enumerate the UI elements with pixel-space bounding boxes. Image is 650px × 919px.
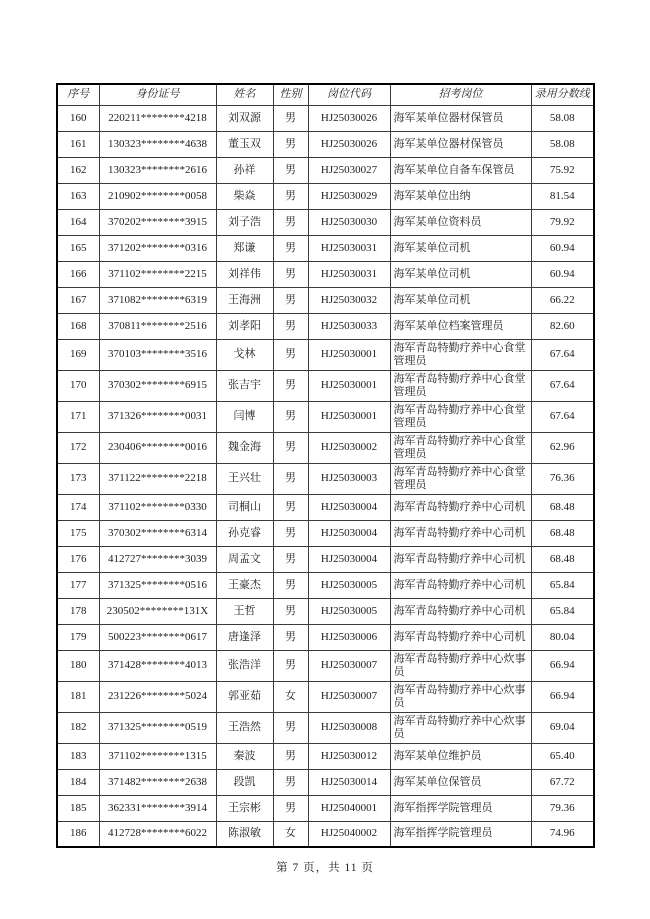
table-row	[57, 287, 594, 313]
cell-name: 王哲	[216, 598, 273, 624]
cell-id-number: 370202********3915	[99, 209, 216, 235]
cell-id-number: 371325********0519	[99, 712, 216, 743]
table-row	[57, 712, 594, 743]
cell-position: 海军某单位司机	[390, 287, 531, 313]
table-row	[57, 650, 594, 681]
cell-position: 海军青岛特勤疗养中心炊事员	[390, 650, 531, 681]
header-row	[57, 84, 594, 105]
header-cell-position: 招考岗位	[390, 84, 531, 105]
header-cell-score: 录用分数线	[531, 84, 594, 105]
table-row	[57, 463, 594, 494]
table-body	[57, 105, 594, 847]
cell-gender: 男	[273, 795, 308, 821]
cell-position-code: HJ25030031	[308, 235, 390, 261]
cell-id-number: 231226********5024	[99, 681, 216, 712]
cell-position: 海军某单位司机	[390, 235, 531, 261]
cell-gender: 男	[273, 105, 308, 131]
cell-id-number: 371102********2215	[99, 261, 216, 287]
cell-name: 秦波	[216, 743, 273, 769]
cell-name: 王海洲	[216, 287, 273, 313]
header-cell-code: 岗位代码	[308, 84, 390, 105]
cell-score: 58.08	[531, 131, 594, 157]
cell-gender: 男	[273, 235, 308, 261]
cell-position-code: HJ25030008	[308, 712, 390, 743]
cell-serial-number: 185	[57, 795, 99, 821]
cell-score: 79.36	[531, 795, 594, 821]
cell-id-number: 220211********4218	[99, 105, 216, 131]
table-row	[57, 183, 594, 209]
cell-gender: 男	[273, 287, 308, 313]
cell-serial-number: 175	[57, 520, 99, 546]
table-row	[57, 105, 594, 131]
cell-position-code: HJ25030007	[308, 681, 390, 712]
cell-position-code: HJ25030030	[308, 209, 390, 235]
cell-gender: 男	[273, 339, 308, 370]
table-row	[57, 432, 594, 463]
cell-score: 76.36	[531, 463, 594, 494]
cell-position-code: HJ25030005	[308, 598, 390, 624]
cell-score: 68.48	[531, 520, 594, 546]
cell-id-number: 371428********4013	[99, 650, 216, 681]
cell-serial-number: 186	[57, 821, 99, 847]
cell-score: 66.94	[531, 650, 594, 681]
cell-name: 刘双源	[216, 105, 273, 131]
cell-serial-number: 165	[57, 235, 99, 261]
cell-score: 75.92	[531, 157, 594, 183]
table-row	[57, 339, 594, 370]
cell-serial-number: 162	[57, 157, 99, 183]
cell-id-number: 412728********6022	[99, 821, 216, 847]
cell-serial-number: 169	[57, 339, 99, 370]
cell-id-number: 370302********6314	[99, 520, 216, 546]
cell-position-code: HJ25040002	[308, 821, 390, 847]
cell-position: 海军某单位保管员	[390, 769, 531, 795]
cell-gender: 男	[273, 650, 308, 681]
cell-name: 刘子浩	[216, 209, 273, 235]
table-row	[57, 131, 594, 157]
cell-position-code: HJ25030005	[308, 572, 390, 598]
cell-name: 王浩然	[216, 712, 273, 743]
cell-name: 张吉宇	[216, 370, 273, 401]
cell-name: 王宗彬	[216, 795, 273, 821]
cell-serial-number: 160	[57, 105, 99, 131]
cell-position: 海军某单位维护员	[390, 743, 531, 769]
cell-serial-number: 168	[57, 313, 99, 339]
cell-score: 80.04	[531, 624, 594, 650]
cell-serial-number: 181	[57, 681, 99, 712]
cell-position-code: HJ25030001	[308, 339, 390, 370]
recruitment-score-table	[56, 83, 595, 848]
cell-score: 67.72	[531, 769, 594, 795]
cell-name: 王兴壮	[216, 463, 273, 494]
cell-gender: 男	[273, 157, 308, 183]
table-row	[57, 821, 594, 847]
cell-id-number: 230502********131X	[99, 598, 216, 624]
cell-name: 司桐山	[216, 494, 273, 520]
cell-id-number: 370302********6915	[99, 370, 216, 401]
cell-position-code: HJ25030002	[308, 432, 390, 463]
table-row	[57, 401, 594, 432]
cell-serial-number: 176	[57, 546, 99, 572]
cell-serial-number: 180	[57, 650, 99, 681]
cell-name: 魏金海	[216, 432, 273, 463]
cell-score: 67.64	[531, 370, 594, 401]
cell-score: 65.84	[531, 598, 594, 624]
cell-serial-number: 161	[57, 131, 99, 157]
cell-gender: 男	[273, 598, 308, 624]
table-row	[57, 624, 594, 650]
cell-position-code: HJ25030033	[308, 313, 390, 339]
cell-position-code: HJ25030004	[308, 494, 390, 520]
cell-gender: 男	[273, 624, 308, 650]
cell-serial-number: 184	[57, 769, 99, 795]
cell-position-code: HJ25030029	[308, 183, 390, 209]
cell-name: 段凯	[216, 769, 273, 795]
cell-name: 闫博	[216, 401, 273, 432]
table-row	[57, 494, 594, 520]
cell-serial-number: 171	[57, 401, 99, 432]
cell-position: 海军某单位器材保管员	[390, 131, 531, 157]
cell-position: 海军青岛特勤疗养中心食堂管理员	[390, 432, 531, 463]
cell-serial-number: 174	[57, 494, 99, 520]
cell-position-code: HJ25030027	[308, 157, 390, 183]
cell-score: 67.64	[531, 401, 594, 432]
cell-name: 董玉双	[216, 131, 273, 157]
cell-position-code: HJ25030014	[308, 769, 390, 795]
table-header	[57, 84, 594, 105]
table-row	[57, 313, 594, 339]
cell-position-code: HJ25030026	[308, 105, 390, 131]
cell-gender: 男	[273, 401, 308, 432]
cell-id-number: 230406********0016	[99, 432, 216, 463]
cell-id-number: 130323********2616	[99, 157, 216, 183]
cell-position: 海军某单位档案管理员	[390, 313, 531, 339]
cell-position: 海军青岛特勤疗养中心食堂管理员	[390, 339, 531, 370]
cell-score: 79.92	[531, 209, 594, 235]
header-cell-no: 序号	[57, 84, 99, 105]
cell-score: 68.48	[531, 546, 594, 572]
cell-position-code: HJ25030004	[308, 546, 390, 572]
table-row	[57, 370, 594, 401]
cell-position: 海军青岛特勤疗养中心炊事员	[390, 712, 531, 743]
cell-gender: 男	[273, 261, 308, 287]
table-row	[57, 769, 594, 795]
cell-gender: 男	[273, 432, 308, 463]
cell-position-code: HJ25030004	[308, 520, 390, 546]
cell-id-number: 210902********0058	[99, 183, 216, 209]
cell-serial-number: 183	[57, 743, 99, 769]
cell-id-number: 500223********0617	[99, 624, 216, 650]
cell-position-code: HJ25030003	[308, 463, 390, 494]
cell-id-number: 371102********0330	[99, 494, 216, 520]
cell-name: 陈淑敏	[216, 821, 273, 847]
cell-serial-number: 179	[57, 624, 99, 650]
cell-serial-number: 172	[57, 432, 99, 463]
table-row	[57, 681, 594, 712]
cell-score: 65.84	[531, 572, 594, 598]
cell-gender: 男	[273, 546, 308, 572]
cell-serial-number: 163	[57, 183, 99, 209]
cell-position: 海军青岛特勤疗养中心司机	[390, 572, 531, 598]
cell-id-number: 362331********3914	[99, 795, 216, 821]
cell-serial-number: 182	[57, 712, 99, 743]
cell-position: 海军某单位司机	[390, 261, 531, 287]
table-row	[57, 261, 594, 287]
cell-position: 海军某单位器材保管员	[390, 105, 531, 131]
cell-name: 戈林	[216, 339, 273, 370]
cell-gender: 男	[273, 520, 308, 546]
cell-score: 60.94	[531, 235, 594, 261]
cell-position: 海军青岛特勤疗养中心司机	[390, 494, 531, 520]
cell-id-number: 412727********3039	[99, 546, 216, 572]
cell-score: 60.94	[531, 261, 594, 287]
cell-name: 孙克睿	[216, 520, 273, 546]
cell-name: 刘祥伟	[216, 261, 273, 287]
cell-name: 柴焱	[216, 183, 273, 209]
cell-gender: 男	[273, 463, 308, 494]
cell-position: 海军青岛特勤疗养中心司机	[390, 546, 531, 572]
cell-id-number: 371082********6319	[99, 287, 216, 313]
cell-position-code: HJ25030001	[308, 370, 390, 401]
cell-position: 海军青岛特勤疗养中心食堂管理员	[390, 370, 531, 401]
table-row	[57, 546, 594, 572]
cell-position-code: HJ25030012	[308, 743, 390, 769]
cell-id-number: 371325********0516	[99, 572, 216, 598]
cell-id-number: 371202********0316	[99, 235, 216, 261]
cell-position: 海军某单位出纳	[390, 183, 531, 209]
cell-score: 67.64	[531, 339, 594, 370]
cell-gender: 男	[273, 370, 308, 401]
header-cell-gender: 性别	[273, 84, 308, 105]
cell-position-code: HJ25030007	[308, 650, 390, 681]
cell-id-number: 370103********3516	[99, 339, 216, 370]
cell-serial-number: 167	[57, 287, 99, 313]
table-row	[57, 209, 594, 235]
cell-score: 62.96	[531, 432, 594, 463]
header-cell-id: 身份证号	[99, 84, 216, 105]
cell-serial-number: 178	[57, 598, 99, 624]
cell-gender: 男	[273, 131, 308, 157]
cell-name: 孙祥	[216, 157, 273, 183]
cell-id-number: 371122********2218	[99, 463, 216, 494]
cell-position-code: HJ25030026	[308, 131, 390, 157]
cell-name: 郑谦	[216, 235, 273, 261]
cell-gender: 男	[273, 313, 308, 339]
cell-name: 郭亚茹	[216, 681, 273, 712]
table-row	[57, 157, 594, 183]
cell-score: 65.40	[531, 743, 594, 769]
cell-position: 海军青岛特勤疗养中心司机	[390, 598, 531, 624]
page-number-footer: 第 7 页，共 11 页	[276, 862, 374, 874]
cell-score: 68.48	[531, 494, 594, 520]
cell-gender: 男	[273, 769, 308, 795]
cell-gender: 男	[273, 494, 308, 520]
header-cell-name: 姓名	[216, 84, 273, 105]
cell-score: 82.60	[531, 313, 594, 339]
cell-name: 周孟文	[216, 546, 273, 572]
cell-position: 海军指挥学院管理员	[390, 795, 531, 821]
cell-position-code: HJ25030006	[308, 624, 390, 650]
cell-position-code: HJ25040001	[308, 795, 390, 821]
cell-gender: 男	[273, 183, 308, 209]
table-row	[57, 235, 594, 261]
cell-id-number: 371482********2638	[99, 769, 216, 795]
cell-serial-number: 164	[57, 209, 99, 235]
cell-serial-number: 166	[57, 261, 99, 287]
cell-name: 唐逢泽	[216, 624, 273, 650]
cell-position-code: HJ25030032	[308, 287, 390, 313]
cell-score: 74.96	[531, 821, 594, 847]
cell-gender: 男	[273, 572, 308, 598]
cell-score: 66.94	[531, 681, 594, 712]
cell-gender: 男	[273, 209, 308, 235]
cell-gender: 女	[273, 821, 308, 847]
cell-id-number: 130323********4638	[99, 131, 216, 157]
cell-position: 海军青岛特勤疗养中心食堂管理员	[390, 463, 531, 494]
cell-score: 58.08	[531, 105, 594, 131]
table-row	[57, 743, 594, 769]
cell-name: 刘孝阳	[216, 313, 273, 339]
cell-position: 海军某单位自备车保管员	[390, 157, 531, 183]
cell-position-code: HJ25030001	[308, 401, 390, 432]
cell-serial-number: 177	[57, 572, 99, 598]
cell-name: 张浩洋	[216, 650, 273, 681]
cell-position: 海军指挥学院管理员	[390, 821, 531, 847]
cell-position: 海军青岛特勤疗养中心食堂管理员	[390, 401, 531, 432]
cell-score: 69.04	[531, 712, 594, 743]
table-row	[57, 520, 594, 546]
cell-score: 81.54	[531, 183, 594, 209]
cell-gender: 男	[273, 743, 308, 769]
cell-id-number: 371326********0031	[99, 401, 216, 432]
cell-position: 海军某单位资料员	[390, 209, 531, 235]
cell-id-number: 370811********2516	[99, 313, 216, 339]
cell-position-code: HJ25030031	[308, 261, 390, 287]
cell-position: 海军青岛特勤疗养中心司机	[390, 520, 531, 546]
table-row	[57, 795, 594, 821]
cell-gender: 男	[273, 712, 308, 743]
cell-serial-number: 173	[57, 463, 99, 494]
cell-score: 66.22	[531, 287, 594, 313]
cell-gender: 女	[273, 681, 308, 712]
table-row	[57, 572, 594, 598]
cell-name: 王豪杰	[216, 572, 273, 598]
cell-serial-number: 170	[57, 370, 99, 401]
cell-id-number: 371102********1315	[99, 743, 216, 769]
cell-position: 海军青岛特勤疗养中心司机	[390, 624, 531, 650]
cell-position: 海军青岛特勤疗养中心炊事员	[390, 681, 531, 712]
table-row	[57, 598, 594, 624]
